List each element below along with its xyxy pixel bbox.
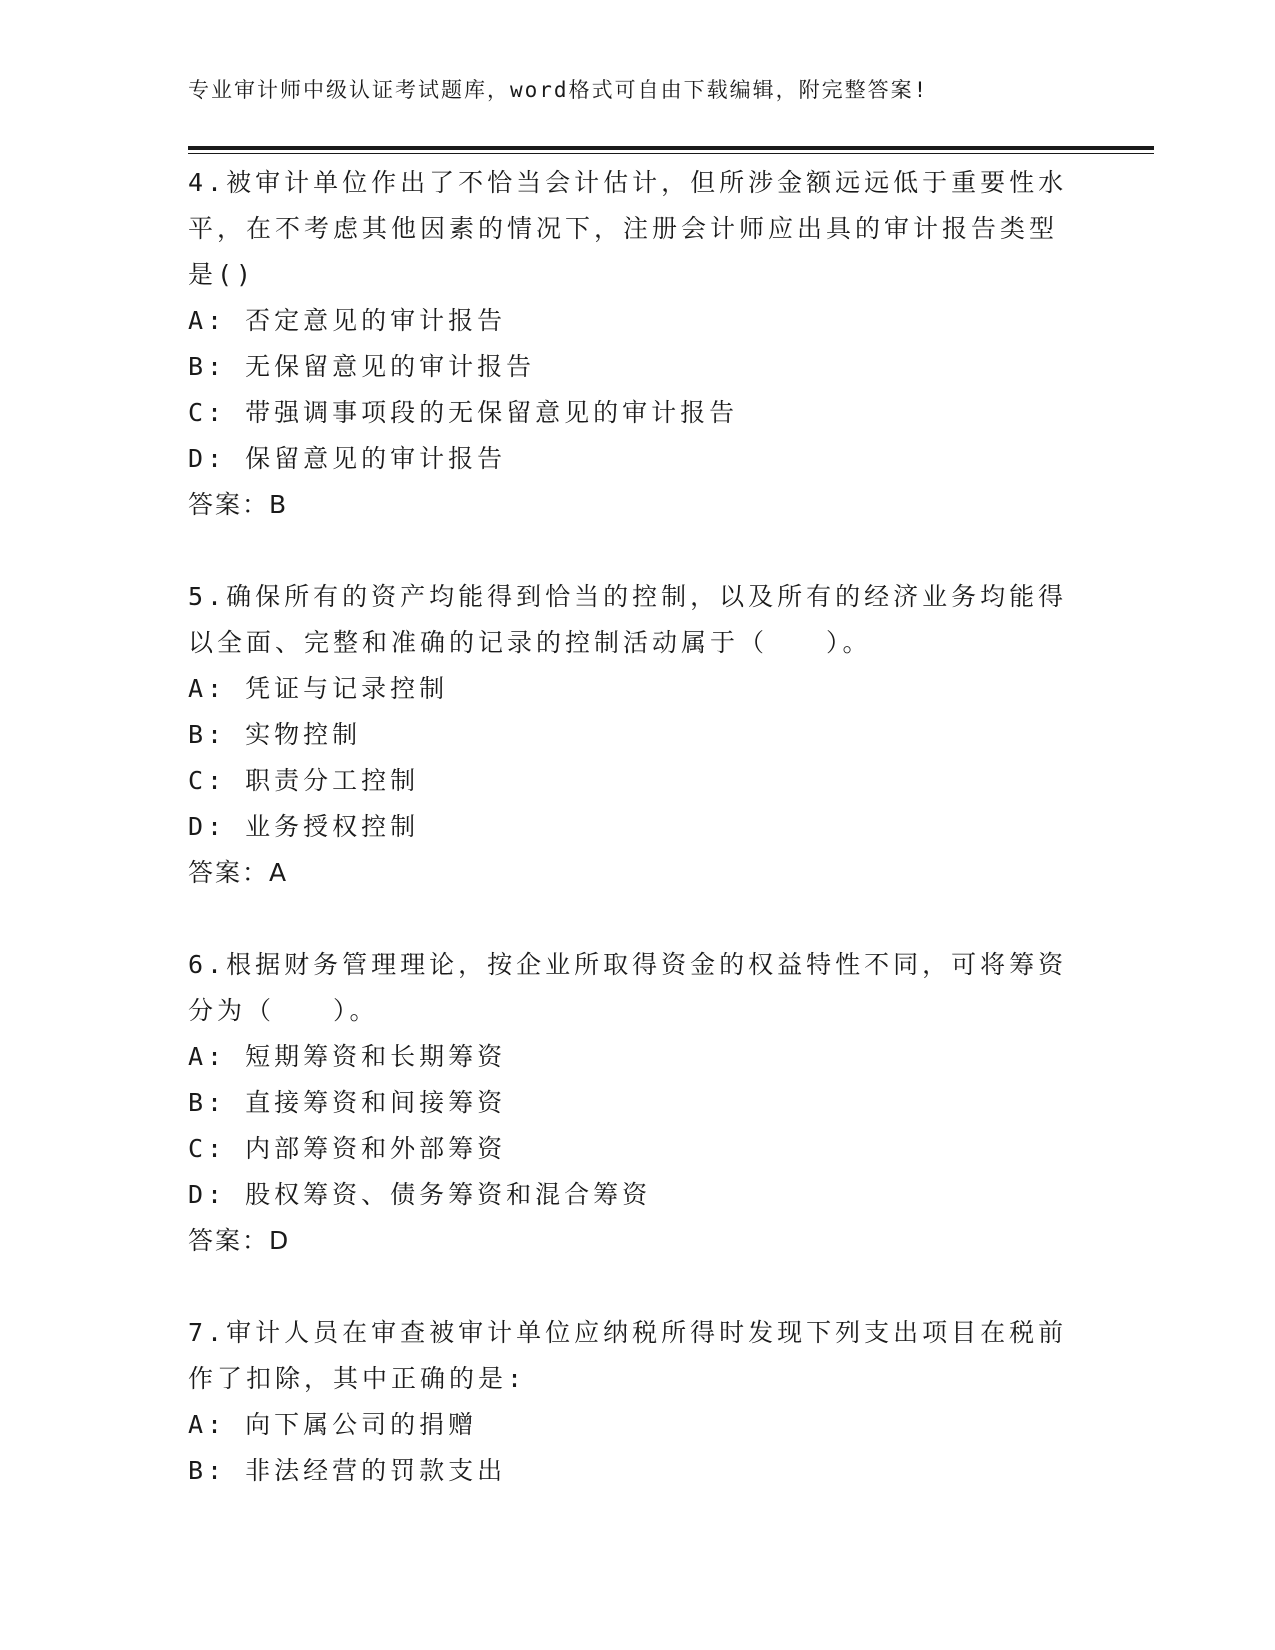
option-b: B: 直接筹资和间接筹资 [188,1088,507,1117]
question-text-line: 4.被审计单位作出了不恰当会计估计，但所涉金额远远低于重要性水 [188,168,1068,197]
option-a: A: 凭证与记录控制 [188,674,449,703]
question-5 [188,574,1068,896]
option-d: D: 业务授权控制 [188,812,420,841]
option-b: B: 非法经营的罚款支出 [188,1456,507,1485]
option-b: B: 实物控制 [188,720,362,749]
option-b: B: 无保留意见的审计报告 [188,352,536,381]
option-c: C: 内部筹资和外部筹资 [188,1134,507,1163]
question-text-line: 平，在不考虑其他因素的情况下，注册会计师应出具的审计报告类型 [188,214,1059,243]
option-d: D: 股权筹资、债务筹资和混合筹资 [188,1180,652,1209]
page-header: 专业审计师中级认证考试题库，word格式可自由下载编辑，附完整答案! [188,78,929,102]
question-text-line: 分为（ ）。 [188,996,379,1025]
question-text-line: 7.审计人员在审查被审计单位应纳税所得时发现下列支出项目在税前 [188,1318,1068,1347]
question-text-line: 以全面、完整和准确的记录的控制活动属于（ ）。 [188,628,872,657]
option-a: A: 向下属公司的捐赠 [188,1410,478,1439]
answer: 答案：B [188,490,289,519]
option-d: D: 保留意见的审计报告 [188,444,507,473]
option-a: A: 短期筹资和长期筹资 [188,1042,507,1071]
question-text-line: 作了扣除，其中正确的是: [188,1364,527,1393]
header-divider-thick [188,146,1154,150]
question-text-line: 6.根据财务管理理论，按企业所取得资金的权益特性不同，可将筹资 [188,950,1068,979]
header-divider-thin [188,153,1154,154]
answer: 答案：A [188,858,289,887]
question-6 [188,942,1068,1264]
question-7 [188,1310,1068,1494]
question-text-line: 是() [188,260,256,289]
question-4 [188,160,1068,528]
question-text-line: 5.确保所有的资产均能得到恰当的控制，以及所有的经济业务均能得 [188,582,1068,611]
answer: 答案：D [188,1226,291,1255]
option-c: C: 职责分工控制 [188,766,420,795]
option-c: C: 带强调事项段的无保留意见的审计报告 [188,398,739,427]
question-list [188,160,1068,1540]
option-a: A: 否定意见的审计报告 [188,306,507,335]
